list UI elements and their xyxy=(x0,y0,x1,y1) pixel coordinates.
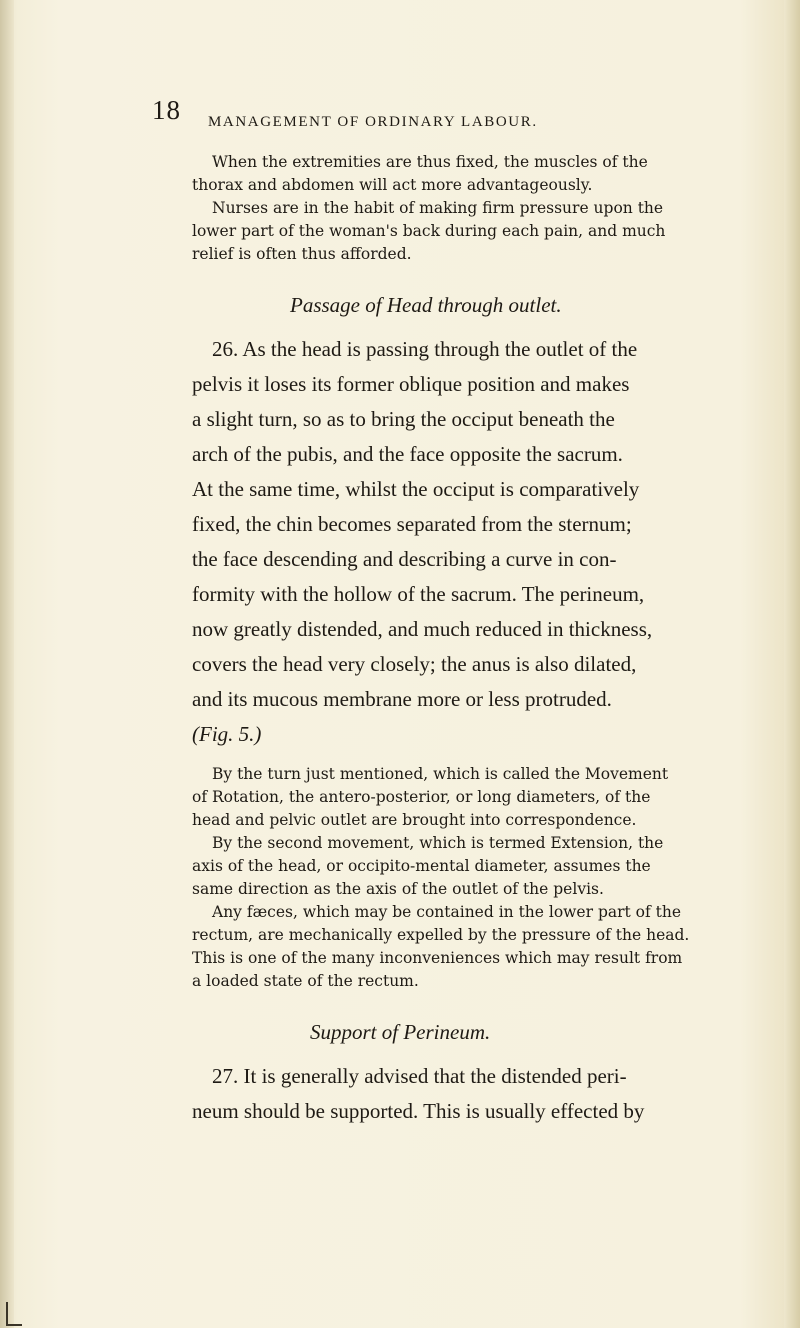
text-line: a loaded state of the rectum. xyxy=(192,972,419,990)
section-heading: Passage of Head through outlet. xyxy=(290,293,562,317)
text-line: axis of the head, or occipito-mental diameter, assumes the xyxy=(192,857,651,875)
text-line: thorax and abdomen will act more advantageously. xyxy=(192,176,593,194)
text-line: a slight turn, so as to bring the occiput beneath the xyxy=(192,407,615,431)
figure-reference-text: (Fig. 5.) xyxy=(192,722,262,746)
text-line xyxy=(212,1064,627,1089)
text-line: At the same time, whilst the occiput is comparatively xyxy=(192,477,640,501)
text-line: fixed, the chin becomes separated from the sternum; xyxy=(192,512,632,536)
text-line-content: It is generally advised that the distended peri- xyxy=(243,1064,627,1088)
text-line: relief is often thus afforded. xyxy=(192,245,412,263)
paragraph-number: 27. xyxy=(212,1064,239,1088)
paragraph-number: 26. xyxy=(212,337,239,361)
running-head: MANAGEMENT OF ORDINARY LABOUR. xyxy=(208,114,538,130)
text-line: rectum, are mechanically expelled by the pressure of the head. xyxy=(192,926,690,944)
text-line: This is one of the many inconveniences which may result from xyxy=(192,949,683,967)
text-line: and its mucous membrane more or less protruded. xyxy=(192,687,612,711)
text-line: head and pelvic outlet are brought into correspondence. xyxy=(192,811,637,829)
text-line: neum should be supported. This is usually effected by xyxy=(192,1099,645,1123)
text-line: formity with the hollow of the sacrum. The perineum, xyxy=(192,582,645,606)
text-line: now greatly distended, and much reduced in thickness, xyxy=(192,617,653,641)
text-line: of Rotation, the antero-posterior, or long diameters, of the xyxy=(192,788,651,806)
text-line xyxy=(212,337,637,362)
text-line: same direction as the axis of the outlet of the pelvis. xyxy=(192,880,604,898)
page-number: 18 xyxy=(152,95,181,125)
text-line-content: As the head is passing through the outlet of the xyxy=(242,337,638,361)
section-heading: Support of Perineum. xyxy=(310,1020,491,1044)
figure-reference xyxy=(192,722,261,747)
text-line: By the turn just mentioned, which is called the Movement xyxy=(212,765,669,783)
text-line: the face descending and describing a curve in con- xyxy=(192,547,617,571)
text-line: arch of the pubis, and the face opposite the sacrum. xyxy=(192,442,623,466)
text-line: lower part of the woman's back during each pain, and much xyxy=(192,222,666,240)
text-line: By the second movement, which is termed Extension, the xyxy=(212,834,664,852)
text-line: covers the head very closely; the anus is also dilated, xyxy=(192,652,637,676)
text-line: When the extremities are thus fixed, the muscles of the xyxy=(212,153,648,171)
text-line: pelvis it loses its former oblique position and makes xyxy=(192,372,630,396)
text-line: Any fæces, which may be contained in the lower part of the xyxy=(212,903,682,921)
text-line: Nurses are in the habit of making firm pressure upon the xyxy=(212,199,664,217)
